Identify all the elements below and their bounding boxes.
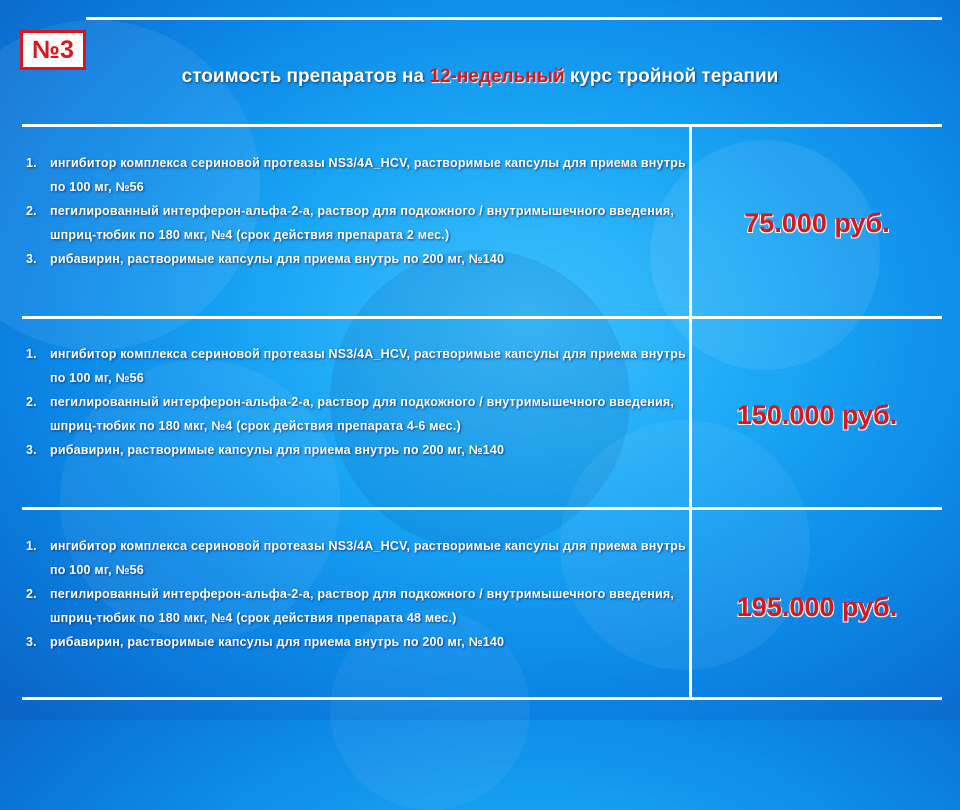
item-number: 1. bbox=[26, 539, 37, 553]
table-divider bbox=[22, 697, 942, 700]
item-number: 1. bbox=[26, 156, 37, 170]
price-value: 150.000 руб. bbox=[736, 400, 898, 430]
item-text: рибавирин, растворимые капсулы для приема внутрь по 200 мг, №140 bbox=[50, 252, 505, 266]
item-number: 2. bbox=[26, 395, 37, 409]
list-item bbox=[26, 342, 686, 390]
drug-list bbox=[26, 151, 686, 271]
item-number: 3. bbox=[26, 635, 37, 649]
drug-list bbox=[26, 534, 686, 654]
list-item bbox=[26, 247, 686, 271]
item-text: рибавирин, растворимые капсулы для приема внутрь по 200 мг, №140 bbox=[50, 635, 505, 649]
list-item bbox=[26, 534, 686, 582]
item-text: ингибитор комплекса сериновой протеазы NS3/4A_HCV, растворимые капсулы для приема внутрь по 100 мг, №56 bbox=[50, 156, 686, 194]
item-number: 2. bbox=[26, 204, 37, 218]
drug-list bbox=[26, 342, 686, 462]
item-text: рибавирин, растворимые капсулы для приема внутрь по 200 мг, №140 bbox=[50, 443, 505, 457]
list-item bbox=[26, 199, 686, 247]
item-number: 1. bbox=[26, 347, 37, 361]
item-number: 2. bbox=[26, 587, 37, 601]
list-item bbox=[26, 630, 686, 654]
table-divider bbox=[22, 124, 942, 127]
column-divider bbox=[689, 124, 692, 700]
title-suffix: курс тройной терапии bbox=[564, 66, 779, 87]
price-value: 75.000 руб. bbox=[744, 208, 890, 238]
item-text: ингибитор комплекса сериновой протеазы NS3/4A_HCV, растворимые капсулы для приема внутрь по 100 мг, №56 bbox=[50, 539, 686, 577]
list-item bbox=[26, 151, 686, 199]
price-value: 195.000 руб. bbox=[736, 592, 898, 622]
slide-number-badge: №3 bbox=[20, 30, 86, 70]
item-text: ингибитор комплекса сериновой протеазы NS3/4A_HCV, растворимые капсулы для приема внутрь по 100 мг, №56 bbox=[50, 347, 686, 385]
list-item bbox=[26, 390, 686, 438]
title-highlight: 12-недельный bbox=[429, 66, 565, 87]
table-divider bbox=[22, 507, 942, 510]
item-text: пегилированный интерферон-альфа-2-а, раствор для подкожного / внутримышечного введения, шприц-тюбик по 180 мкг, №4 (срок действия препарата 48 мес.) bbox=[50, 587, 675, 625]
list-item bbox=[26, 438, 686, 462]
page-title bbox=[0, 66, 960, 88]
item-number: 3. bbox=[26, 252, 37, 266]
item-text: пегилированный интерферон-альфа-2-а, раствор для подкожного / внутримышечного введения, шприц-тюбик по 180 мкг, №4 (срок действия препарата 4-6 мес.) bbox=[50, 395, 675, 433]
table-divider bbox=[22, 316, 942, 319]
list-item bbox=[26, 582, 686, 630]
item-text: пегилированный интерферон-альфа-2-а, раствор для подкожного / внутримышечного введения, шприц-тюбик по 180 мкг, №4 (срок действия препарата 2 мес.) bbox=[50, 204, 675, 242]
top-divider bbox=[86, 17, 942, 20]
title-prefix: стоимость препаратов на bbox=[181, 66, 430, 87]
item-number: 3. bbox=[26, 443, 37, 457]
